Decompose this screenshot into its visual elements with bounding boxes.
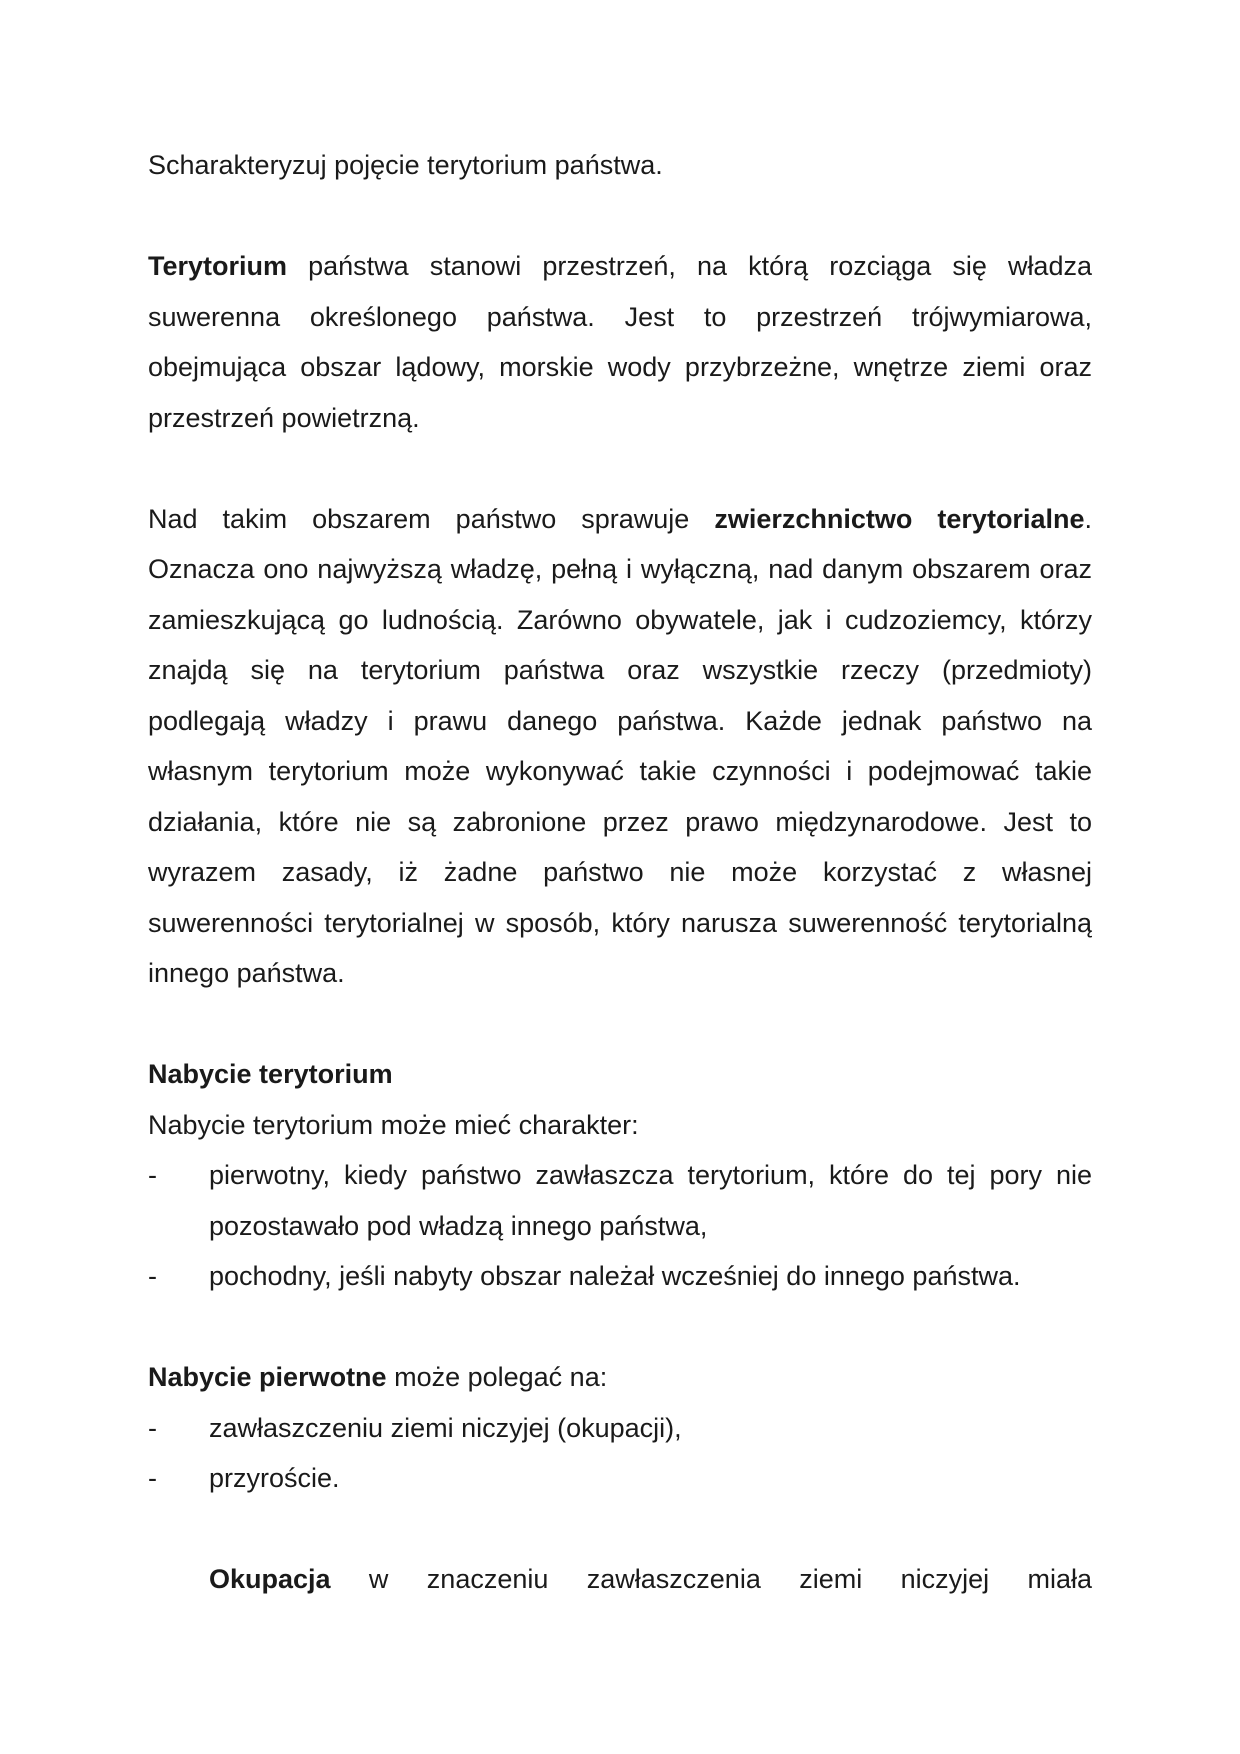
list-dash: -: [148, 1261, 157, 1291]
section-primary-acquisition: [148, 1352, 1092, 1403]
spacer: [148, 1302, 1092, 1353]
list-item: [148, 1150, 1092, 1251]
term-terytorium: Terytorium: [148, 251, 288, 281]
paragraph-occupation: [148, 1554, 1092, 1605]
list-dash: -: [148, 1412, 157, 1443]
paragraph-text: w znaczeniu zawłaszczenia ziemi niczyjej miała: [330, 1564, 1092, 1594]
spacer: [148, 443, 1092, 494]
list-dash: -: [148, 1463, 157, 1493]
term-nabycie-pierwotne: Nabycie pierwotne: [148, 1362, 387, 1392]
section-heading-acquisition: [148, 1049, 1092, 1100]
spacer: [148, 1504, 1092, 1555]
list-item-text: pierwotny, kiedy państwo zawłaszcza terytorium, które do tej pory nie pozostawało pod władzą innego państwa,: [209, 1160, 1092, 1241]
list-item-text: pochodny, jeśli nabyty obszar należał wcześniej do innego państwa.: [209, 1261, 1021, 1291]
document-page: [148, 140, 1092, 1605]
paragraph-text: Nad takim obszarem państwo sprawuje: [148, 503, 715, 534]
list-dash: -: [148, 1160, 157, 1190]
term-zwierzchnictwo: zwierzchnictwo terytorialne: [714, 503, 1085, 534]
list-item: [148, 1453, 1092, 1504]
list-item: [148, 1403, 1092, 1454]
paragraph-territory-definition: [148, 241, 1092, 443]
term-okupacja: Okupacja: [209, 1564, 331, 1594]
spacer: [148, 999, 1092, 1050]
list-item-text: zawłaszczeniu ziemi niczyjej (okupacji),: [209, 1412, 682, 1443]
question-line: Scharakteryzuj pojęcie terytorium państwa.: [148, 150, 663, 180]
paragraph-text: państwa stanowi przestrzeń, na którą rozciąga się władza suwerenna określonego państwa. Jest to przestrzeń trójwymiarowa, obejmująca obszar lądowy, morskie wody przybrzeżne, wnętrze ziemi oraz przestrzeń powietrzną.: [148, 251, 1092, 433]
section-intro: Nabycie terytorium może mieć charakter:: [148, 1109, 639, 1140]
paragraph-text: może polegać na:: [386, 1362, 608, 1392]
list-item: [148, 1251, 1092, 1302]
paragraph-text: . Oznacza ono najwyższą władzę, pełną i wyłączną, nad danym obszarem oraz zamieszkującą go ludnością. Zarówno obywatele, jak i cudzoziemcy, którzy znajdą się na terytorium państwa oraz wszystkie rzeczy (przedmioty) podlegają władzy i prawu danego państwa. Każde jednak państwo na własnym terytorium może wykonywać takie czynności i podejmować takie działania, które nie są zabronione przez prawo międzynarodowe. Jest to wyrazem zasady, iż żadne państwo nie może korzystać z własnej suwerenności terytorialnej w sposób, który narusza suwerenność terytorialną innego państwa.: [148, 503, 1092, 988]
heading-text: Nabycie terytorium: [148, 1059, 393, 1089]
spacer: [148, 191, 1092, 242]
paragraph-territorial-sovereignty: [148, 494, 1092, 999]
list-item-text: przyroście.: [209, 1463, 340, 1493]
